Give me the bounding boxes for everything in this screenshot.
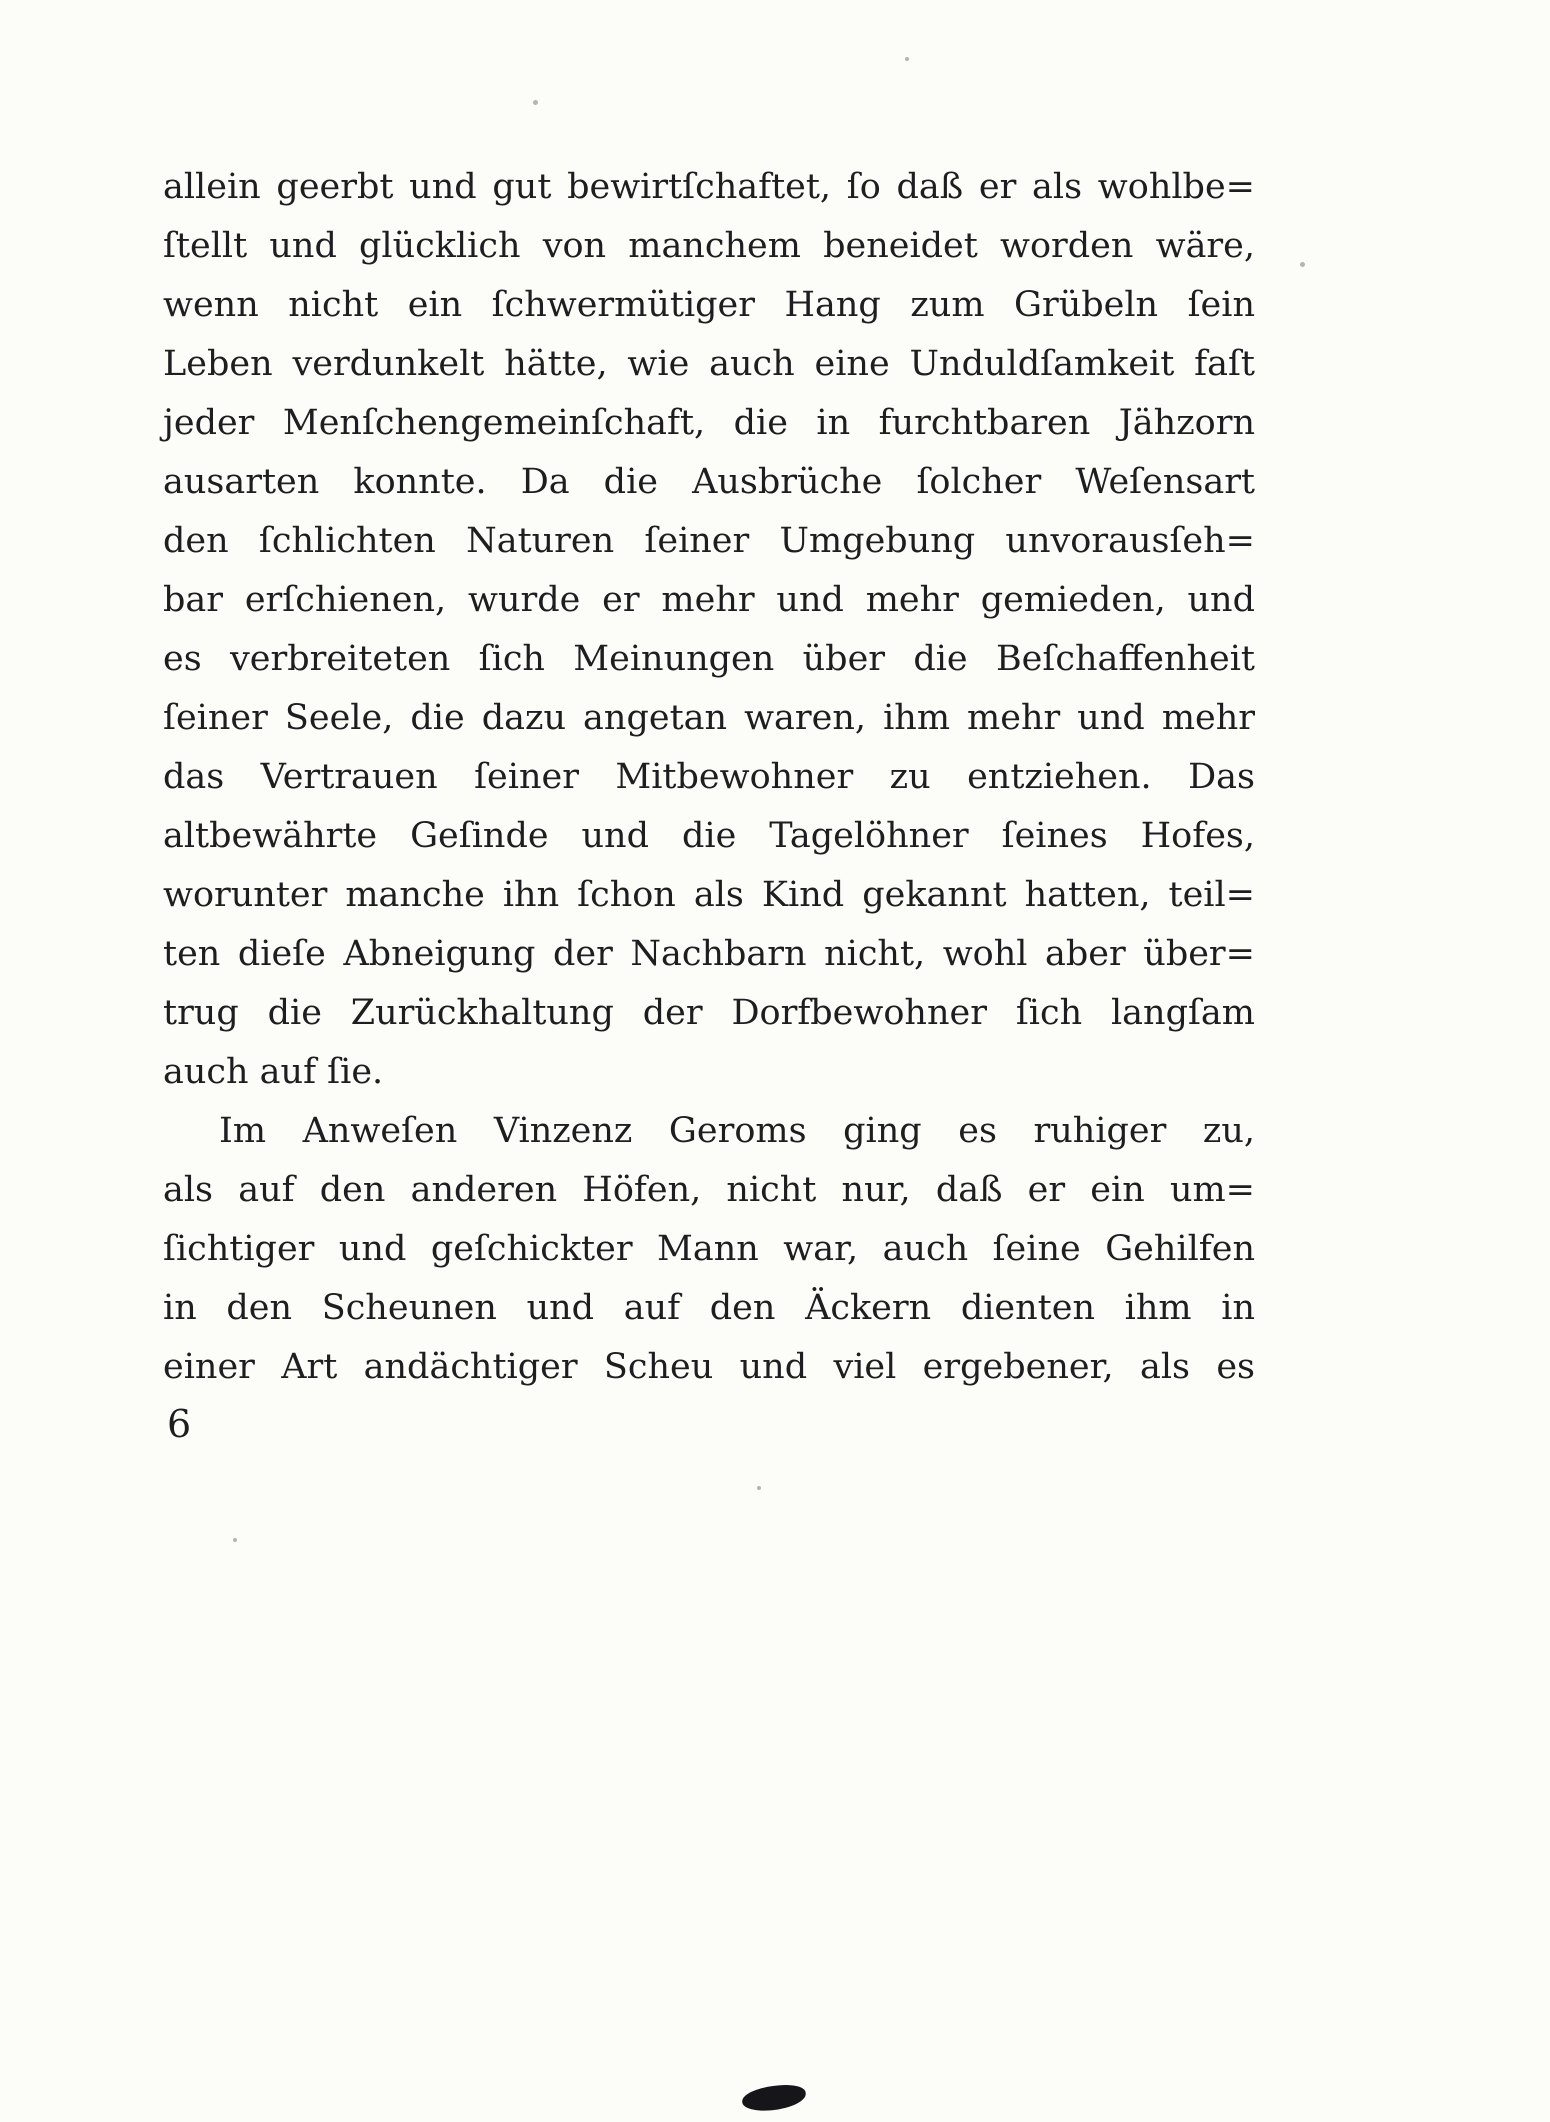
text-line: auch auf ſie. [163, 1052, 384, 1092]
text-line: ſeiner Seele, die dazu angetan waren, ihm mehr und mehr [163, 698, 1255, 738]
text-line: es verbreiteten ſich Meinungen über die Beſchaffenheit [163, 639, 1255, 679]
text-line: ſichtiger und geſchickter Mann war, auch ſeine Gehilfen [163, 1229, 1255, 1269]
text-line: einer Art andächtiger Scheu und viel ergebener, als es [163, 1347, 1255, 1387]
scan-speck [233, 1538, 237, 1542]
text-line: worunter manche ihn ſchon als Kind gekannt hatten, teil= [163, 875, 1255, 915]
text-line: das Vertrauen ſeiner Mitbewohner zu entziehen. Das [163, 757, 1255, 797]
page-number: 6 [167, 1402, 192, 1446]
text-line: Leben verdunkelt hätte, wie auch eine Unduldſamkeit faſt [163, 344, 1255, 384]
text-line: trug die Zurückhaltung der Dorfbewohner ſich langſam [163, 993, 1255, 1033]
scan-speck [757, 1486, 761, 1490]
text-line: ausarten konnte. Da die Ausbrüche ſolcher Weſensart [163, 462, 1255, 502]
text-line: allein geerbt und gut bewirtſchaftet, ſo daß er als wohlbe= [163, 167, 1255, 207]
paragraph [163, 158, 1255, 1102]
scan-speck [905, 57, 909, 61]
text-line: altbewährte Geſinde und die Tagelöhner ſeines Hofes, [163, 816, 1255, 856]
text-line: ſtellt und glücklich von manchem beneidet worden wäre, [163, 226, 1255, 266]
paragraph [163, 1102, 1255, 1397]
ink-smudge [741, 2083, 807, 2114]
scan-speck [1300, 262, 1305, 267]
page-text [163, 158, 1255, 1397]
scan-speck [533, 100, 538, 105]
text-line: den ſchlichten Naturen ſeiner Umgebung unvorausſeh= [163, 521, 1255, 561]
text-line: in den Scheunen und auf den Äckern dienten ihm in [163, 1288, 1255, 1328]
text-line: ten dieſe Abneigung der Nachbarn nicht, wohl aber über= [163, 934, 1255, 974]
text-line: bar erſchienen, wurde er mehr und mehr gemieden, und [163, 580, 1255, 620]
text-line: jeder Menſchengemeinſchaft, die in furchtbaren Jähzorn [163, 403, 1255, 443]
text-line: wenn nicht ein ſchwermütiger Hang zum Grübeln ſein [163, 285, 1255, 325]
text-line: Im Anweſen Vinzenz Geroms ging es ruhiger zu, [219, 1111, 1255, 1151]
text-line: als auf den anderen Höfen, nicht nur, daß er ein um= [163, 1170, 1255, 1210]
